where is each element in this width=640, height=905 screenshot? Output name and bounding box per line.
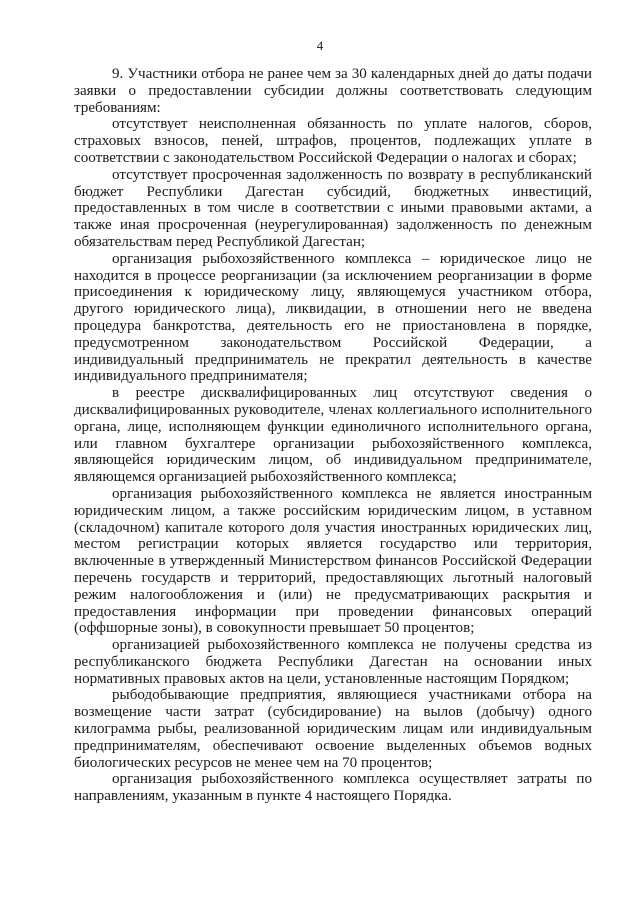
paragraph-foreign-entity: организация рыбохозяйственного комплекса не является иностранным юридическим лицом, а также российским юридическим лицом, в уставном (складочном) капитале которого доля участия иностранных юридических лиц, местом регистрации которых является государство или территория, включенные в утвержденный Министерством финансов Российской Федерации перечень государств и территорий, предоставляющих льготный налоговый режим налогообложения и (или) не предусматривающих раскрытия и предоставления информации при проведении финансовых операций (оффшорные зоны), в совокупности превышает 50 процентов; xyxy=(74,485,592,637)
paragraph-fishing-quota: рыбодобывающие предприятия, являющиеся участниками отбора на возмещение части затрат (субсидирование) на вылов (добычу) одного килограмма рыбы, реализованной юридическим лицам или индивидуальным предпринимателям, обеспечивают освоение выделенных объемов водных биологических ресурсов не менее чем на 70 процентов; xyxy=(74,687,592,771)
page-number: 4 xyxy=(316,38,324,53)
paragraph-expense-directions: организация рыбохозяйственного комплекса осуществляет затраты по направлениям, указанным в пункте 4 настоящего Порядка. xyxy=(74,771,592,805)
paragraph-other-funds: организацией рыбохозяйственного комплекса не получены средства из республиканского бюджета Республики Дагестан на основании иных нормативных правовых актов на цели, установленные настоящим Порядком; xyxy=(74,637,592,687)
paragraph-overdue-debt: отсутствует просроченная задолженность по возврату в республиканский бюджет Республики Дагестан субсидий, бюджетных инвестиций, предоставленных в том числе в соответствии с иными правовыми актами, а также иная просроченная (неурегулированная) задолженность по денежным обязательствам перед Республикой Дагестан; xyxy=(74,166,592,250)
paragraph-disqualified-persons: в реестре дисквалифицированных лиц отсутствуют сведения о дисквалифицированных руководителе, членах коллегиального исполнительного органа, лице, исполняющем функции единоличного исполнительного органа, или главном бухгалтере организации рыбохозяйственного комплекса, являющейся юридическим лицом, об индивидуальном предпринимателе, являющемся организацией рыбохозяйственного комплекса; xyxy=(74,385,592,486)
document-body xyxy=(74,66,592,805)
paragraph-reorganization: организация рыбохозяйственного комплекса – юридическое лицо не находится в процессе реорганизации (за исключением реорганизации в форме присоединения к юридическому лицу, являющемуся участником отбора, другого юридического лица), ликвидации, в отношении него не введена процедура банкротства, деятельность его не приостановлена в порядке, предусмотренном законодательством Российской Федерации, а индивидуальный предприниматель не прекратил деятельность в качестве индивидуального предпринимателя; xyxy=(74,250,592,385)
paragraph-intro: 9. Участники отбора не ранее чем за 30 календарных дней до даты подачи заявки о предоставлении субсидии должны соответствовать следующим требованиям: xyxy=(74,66,592,116)
paragraph-tax-obligations: отсутствует неисполненная обязанность по уплате налогов, сборов, страховых взносов, пеней, штрафов, процентов, подлежащих уплате в соответствии с законодательством Российской Федерации о налогах и сборах; xyxy=(74,116,592,166)
